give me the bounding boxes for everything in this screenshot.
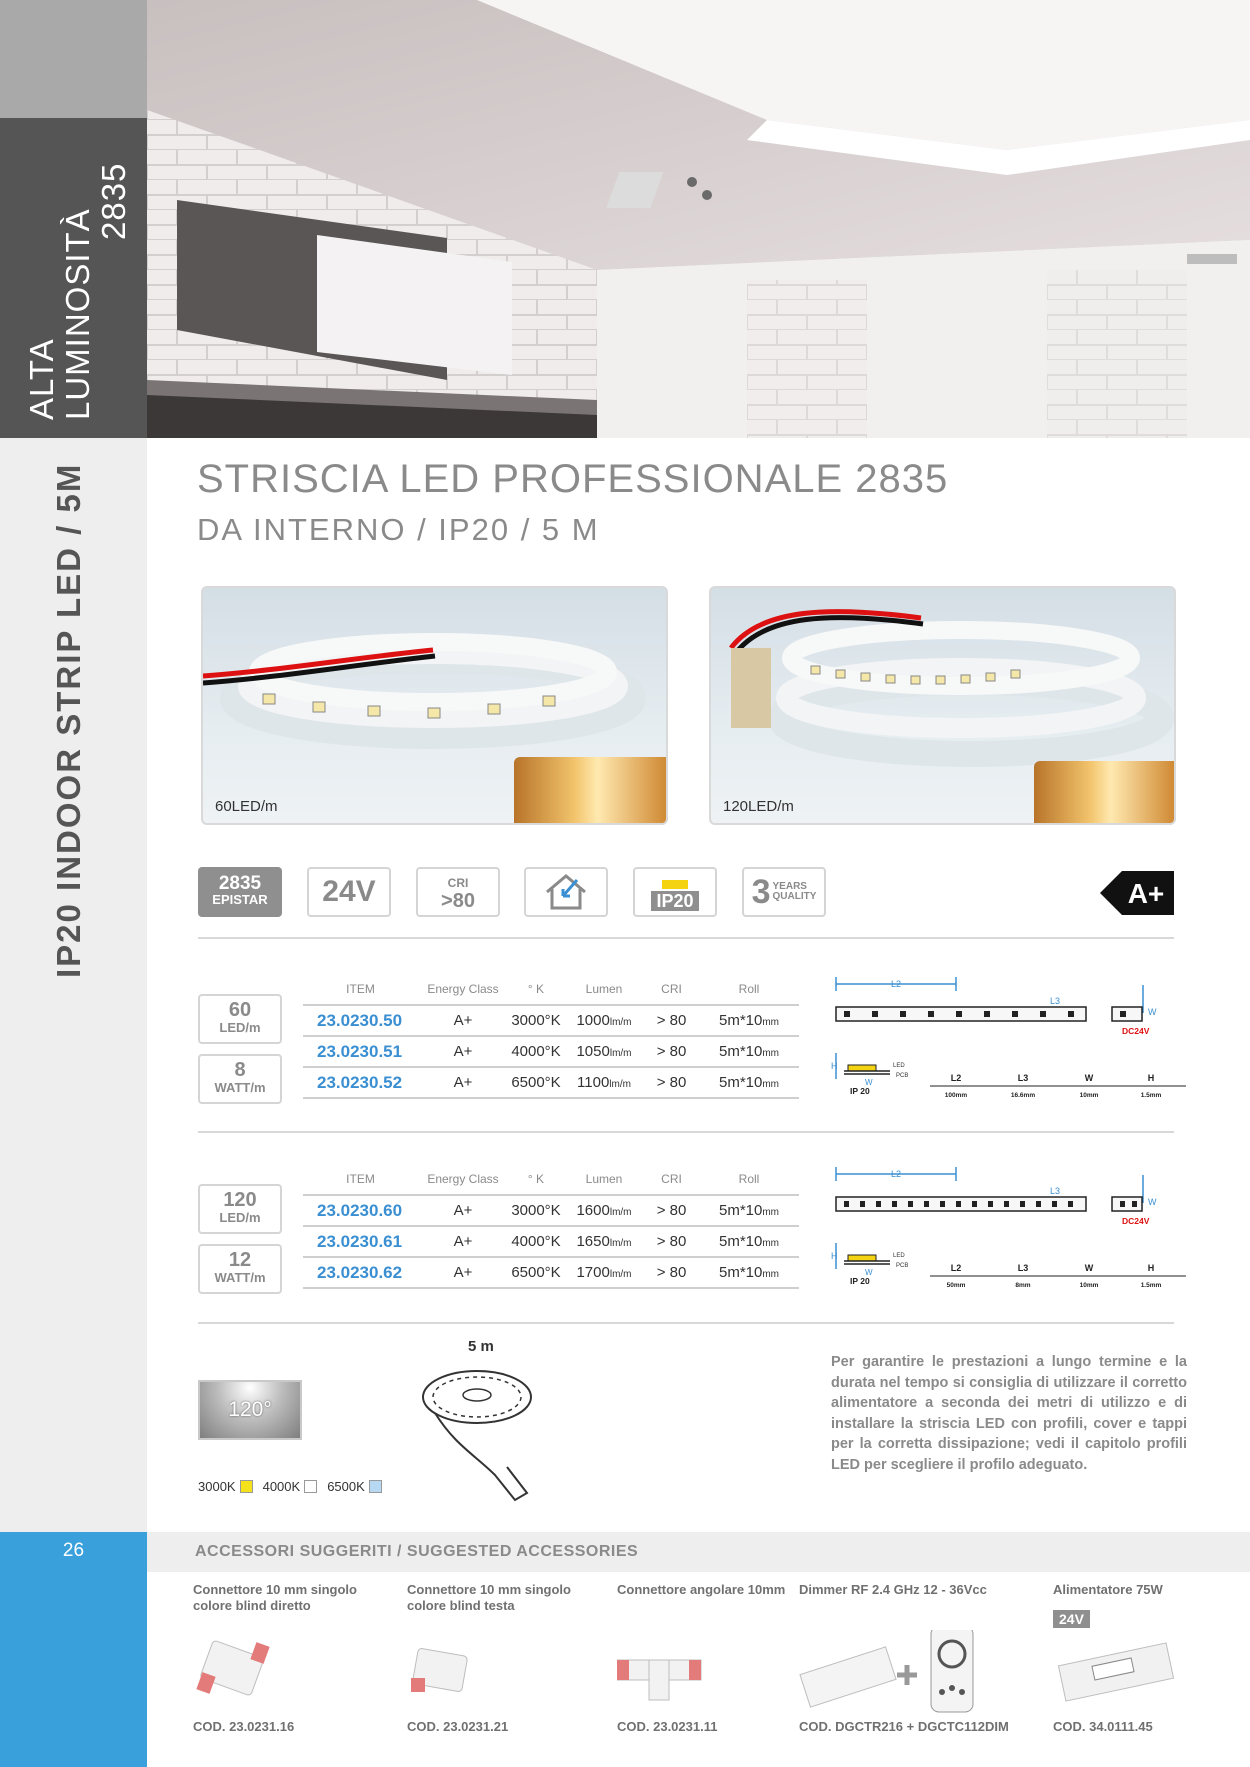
- accessories-heading: ACCESSORI SUGGERITI / SUGGESTED ACCESSORIES: [195, 1543, 639, 1560]
- diagram-pcb-label: PCB: [896, 1263, 909, 1269]
- sidebar-page-block: [0, 1532, 147, 1767]
- temp-label-3000: 3000K: [198, 1479, 236, 1494]
- spec-table-header: [303, 1163, 799, 1195]
- dim-w-value: 10mm: [1079, 1282, 1099, 1289]
- color-temperature: 3000°K: [508, 1195, 564, 1226]
- power-pill-60: [198, 1054, 282, 1104]
- density-value: 60: [228, 999, 252, 1021]
- chip-badge-brand: EPISTAR: [212, 892, 268, 907]
- accessories-bar: [147, 1532, 1250, 1572]
- cri-value: > 80: [644, 1257, 699, 1288]
- roll-unit: mm: [762, 1017, 780, 1028]
- power-unit: WATT/m: [214, 1270, 266, 1285]
- accessory-code: COD. 23.0231.21: [407, 1719, 509, 1734]
- reel-length-label: 5 m: [468, 1338, 494, 1355]
- dim-l3-header: L3: [1017, 1073, 1029, 1083]
- ip-rating-badge: [633, 867, 717, 917]
- item-code: 23.0230.51: [303, 1036, 418, 1067]
- energy-class: A+: [418, 1257, 508, 1288]
- color-temperature: 4000°K: [508, 1036, 564, 1067]
- roll-cell: [699, 1067, 799, 1098]
- accessory-name: Connettore angolare 10mm: [617, 1582, 786, 1597]
- roll-unit: mm: [762, 1238, 780, 1249]
- accessory-code: COD. DGCTR216 + DGCTC112DIM: [799, 1719, 1009, 1734]
- accessory-name: Connettore 10 mm singolo colore blind diretto: [193, 1582, 357, 1613]
- indoor-house-icon: [541, 872, 591, 912]
- diagram-ip: IP 20: [850, 1086, 870, 1096]
- dim-l3-value: 16.6mm: [1010, 1092, 1036, 1099]
- roll-unit: mm: [762, 1048, 780, 1059]
- density-value: 120: [223, 1189, 257, 1211]
- item-code: 23.0230.61: [303, 1226, 418, 1257]
- hero-image: [147, 0, 1250, 438]
- color-temperature: 4000°K: [508, 1226, 564, 1257]
- energy-class: A+: [418, 1226, 508, 1257]
- col-item: ITEM: [303, 1163, 418, 1195]
- roll-unit: mm: [762, 1079, 780, 1090]
- lumen-value: 1600: [576, 1202, 610, 1219]
- dim-l2-value: 50mm: [946, 1282, 966, 1289]
- diagram-l3-label: L3: [1049, 996, 1061, 1006]
- diagram-w-label-2: W: [865, 1078, 873, 1087]
- item-code: 23.0230.62: [303, 1257, 418, 1288]
- corner-connector-image: [617, 1630, 707, 1710]
- diagram-w-label-2: W: [865, 1268, 873, 1277]
- warranty-text: [773, 882, 817, 902]
- lumen-unit: lm/m: [609, 1238, 632, 1249]
- chip-badge: [198, 867, 282, 917]
- category-line2: 2835: [95, 162, 132, 240]
- roll-value: 5m*10: [718, 1012, 763, 1029]
- cri-badge: [416, 867, 500, 917]
- dim-h-value: 1.5mm: [1140, 1282, 1162, 1289]
- item-code: 23.0230.50: [303, 1005, 418, 1036]
- energy-class-badge: [1100, 871, 1174, 915]
- diagram-l2-label: L2: [890, 979, 902, 989]
- photo-60led-label: 60LED/m: [215, 798, 278, 815]
- diagram-l2-label: L2: [890, 1169, 902, 1179]
- density-unit: LED/m: [219, 1210, 261, 1225]
- divider: [198, 937, 1174, 939]
- diagram-w-label: W: [1148, 1197, 1157, 1207]
- accessory-name: Dimmer RF 2.4 GHz 12 - 36Vcc: [799, 1582, 987, 1597]
- ip-strip-icon: [662, 880, 688, 889]
- roll-value: 5m*10: [718, 1202, 763, 1219]
- cri-badge-label: CRI: [447, 876, 469, 890]
- diagram-ip: IP 20: [850, 1276, 870, 1286]
- spec-table-120: [303, 1163, 799, 1289]
- power-value: 12: [228, 1249, 252, 1271]
- roll-unit: mm: [762, 1269, 780, 1280]
- lumen-cell: [564, 1257, 644, 1288]
- energy-class-value: A+: [1127, 878, 1165, 909]
- energy-class: A+: [418, 1067, 508, 1098]
- lumen-cell: [564, 1067, 644, 1098]
- lumen-unit: lm/m: [609, 1017, 632, 1028]
- diagram-l3-label: L3: [1049, 1186, 1061, 1196]
- energy-class: A+: [418, 1036, 508, 1067]
- diagram-voltage: DC24V: [1122, 1026, 1150, 1036]
- cri-value: > 80: [644, 1067, 699, 1098]
- col-kelvin: ° K: [508, 1163, 564, 1195]
- lumen-cell: [564, 1195, 644, 1226]
- diagram-led-label: LED: [893, 1253, 905, 1259]
- table-row: [303, 1036, 799, 1067]
- lumen-value: 1000: [576, 1012, 610, 1029]
- power-value: 8: [234, 1059, 246, 1081]
- col-energy-class: Energy Class: [418, 973, 508, 1005]
- col-lumen: Lumen: [564, 973, 644, 1005]
- color-temperature: 3000°K: [508, 1005, 564, 1036]
- col-kelvin: ° K: [508, 973, 564, 1005]
- col-cri: CRI: [644, 973, 699, 1005]
- vertical-product-title: IP20 INDOOR STRIP LED / 5M: [50, 462, 87, 978]
- accessory-voltage-badge: 24V: [1053, 1610, 1090, 1628]
- col-roll: Roll: [699, 973, 799, 1005]
- reel-icon: [415, 1335, 565, 1510]
- dim-w-header: W: [1084, 1263, 1094, 1273]
- photo-120led-label: 120LED/m: [723, 798, 794, 815]
- voltage-badge: 24V: [307, 867, 391, 917]
- diagram-voltage: DC24V: [1122, 1216, 1150, 1226]
- roll-value: 5m*10: [718, 1043, 763, 1060]
- warranty-text-line1: YEARS: [772, 881, 807, 892]
- table-row: [303, 1005, 799, 1036]
- roll-unit: mm: [762, 1207, 780, 1218]
- cri-value: > 80: [644, 1005, 699, 1036]
- beam-angle-value: 120°: [228, 1398, 272, 1421]
- cri-badge-value: >80: [441, 890, 475, 912]
- col-roll: Roll: [699, 1163, 799, 1195]
- dim-h-header: H: [1147, 1263, 1155, 1273]
- table-row: [303, 1195, 799, 1226]
- density-pill-60: [198, 994, 282, 1044]
- accessory-item[interactable]: [617, 1582, 807, 1734]
- sidebar-top-block: [0, 0, 147, 118]
- head-connector-image: [407, 1630, 497, 1710]
- photo-60led-lit-inset: [514, 757, 666, 823]
- cri-value: > 80: [644, 1195, 699, 1226]
- lumen-cell: [564, 1005, 644, 1036]
- item-code: 23.0230.60: [303, 1195, 418, 1226]
- page-title: STRISCIA LED PROFESSIONALE 2835: [197, 457, 949, 501]
- lumen-value: 1050: [576, 1043, 610, 1060]
- col-item: ITEM: [303, 973, 418, 1005]
- power-pill-120: [198, 1244, 282, 1294]
- temp-swatch-4000: [304, 1480, 317, 1493]
- diagram-pcb-label: PCB: [896, 1073, 909, 1079]
- dim-l3-value: 8mm: [1015, 1282, 1031, 1289]
- lumen-cell: [564, 1036, 644, 1067]
- accessory-code: COD. 23.0231.11: [617, 1719, 718, 1734]
- page-subtitle: DA INTERNO / IP20 / 5 M: [197, 512, 600, 547]
- roll-cell: [699, 1226, 799, 1257]
- accessory-code: COD. 34.0111.45: [1053, 1719, 1153, 1734]
- cri-value: > 80: [644, 1226, 699, 1257]
- dim-l3-header: L3: [1017, 1263, 1029, 1273]
- dim-w-header: W: [1084, 1073, 1094, 1083]
- diagram-h-label: H: [831, 1251, 838, 1261]
- table-row: [303, 1067, 799, 1098]
- diagram-h-label: H: [831, 1061, 838, 1071]
- roll-value: 5m*10: [718, 1233, 763, 1250]
- dim-h-value: 1.5mm: [1140, 1092, 1162, 1099]
- roll-cell: [699, 1036, 799, 1067]
- chip-badge-model: 2835: [218, 873, 262, 894]
- lumen-value: 1700: [576, 1264, 610, 1281]
- temp-label-4000: 4000K: [262, 1479, 301, 1494]
- dim-w-value: 10mm: [1079, 1092, 1099, 1099]
- roll-value: 5m*10: [718, 1264, 763, 1281]
- lumen-unit: lm/m: [609, 1079, 631, 1090]
- col-energy-class: Energy Class: [418, 1163, 508, 1195]
- dimension-diagram-60: [830, 973, 1186, 1103]
- roll-value: 5m*10: [718, 1074, 763, 1091]
- accessory-item[interactable]: [799, 1582, 1009, 1734]
- hero-interior-illustration: [147, 0, 1250, 438]
- diagram-led-label: LED: [893, 1063, 905, 1069]
- beam-angle-box: [198, 1380, 302, 1440]
- dim-l2-header: L2: [950, 1263, 962, 1273]
- temp-swatch-6500: [369, 1480, 382, 1493]
- density-unit: LED/m: [219, 1020, 261, 1035]
- density-pill-120: [198, 1184, 282, 1234]
- col-lumen: Lumen: [564, 1163, 644, 1195]
- dim-h-header: H: [1147, 1073, 1155, 1083]
- cri-value: > 80: [644, 1036, 699, 1067]
- lumen-unit: lm/m: [609, 1207, 632, 1218]
- spec-table-header: [303, 973, 799, 1005]
- table-row: [303, 1257, 799, 1288]
- accessory-name: Alimentatore 75W: [1053, 1582, 1163, 1597]
- color-temperature: 6500°K: [508, 1067, 564, 1098]
- accessory-item[interactable]: [193, 1582, 383, 1734]
- col-cri: CRI: [644, 1163, 699, 1195]
- diagram-w-label: W: [1148, 1007, 1157, 1017]
- temp-swatch-3000: [240, 1480, 253, 1493]
- photo-120led-lit-inset: [1034, 761, 1174, 823]
- power-unit: WATT/m: [214, 1080, 266, 1095]
- spec-table-60: [303, 973, 799, 1099]
- lumen-unit: lm/m: [609, 1048, 632, 1059]
- category-line1: ALTA LUMINOSITÀ: [23, 208, 96, 420]
- lumen-unit: lm/m: [609, 1269, 632, 1280]
- divider: [198, 1322, 1174, 1324]
- table-row: [303, 1226, 799, 1257]
- accessory-code: COD. 23.0231.16: [193, 1719, 295, 1734]
- usage-note: Per garantire le prestazioni a lungo termine e la durata nel tempo si consiglia di utilizzare il corretto alimentatore a seconda dei metri di utilizzo e di installare la striscia LED con profili, cover e tappi per la corretta dissipazione; vedi il capitolo profili LED per scegliere il profilo adeguato.: [831, 1354, 1187, 1473]
- color-temperature-legend: [198, 1479, 388, 1494]
- warranty-years: 3: [751, 873, 771, 911]
- energy-class: A+: [418, 1005, 508, 1036]
- energy-class: A+: [418, 1195, 508, 1226]
- page-number: 26: [62, 1540, 85, 1561]
- dim-l2-header: L2: [950, 1073, 962, 1083]
- dimension-diagram-120: [830, 1163, 1186, 1293]
- category-label: [24, 120, 132, 420]
- color-temperature: 6500°K: [508, 1257, 564, 1288]
- lumen-value: 1100: [577, 1074, 610, 1091]
- straight-connector-image: [193, 1630, 283, 1710]
- power-supply-image: [1053, 1630, 1183, 1710]
- indoor-use-badge: [524, 867, 608, 917]
- divider: [198, 1131, 1174, 1133]
- accessory-name: Connettore 10 mm singolo colore blind testa: [407, 1582, 571, 1613]
- warranty-badge: [742, 867, 826, 917]
- warranty-text-line2: QUALITY: [772, 891, 817, 902]
- temp-label-6500: 6500K: [327, 1479, 365, 1494]
- roll-cell: [699, 1005, 799, 1036]
- item-code: 23.0230.52: [303, 1067, 418, 1098]
- dim-l2-value: 100mm: [944, 1092, 968, 1099]
- dimmer-kit-image: [799, 1630, 999, 1720]
- photo-120led: [709, 586, 1176, 825]
- roll-cell: [699, 1195, 799, 1226]
- ip-rating-value: IP20: [651, 891, 698, 911]
- photo-60led: [201, 586, 668, 825]
- lumen-value: 1650: [576, 1233, 610, 1250]
- lumen-cell: [564, 1226, 644, 1257]
- roll-cell: [699, 1257, 799, 1288]
- accessory-item[interactable]: [407, 1582, 597, 1734]
